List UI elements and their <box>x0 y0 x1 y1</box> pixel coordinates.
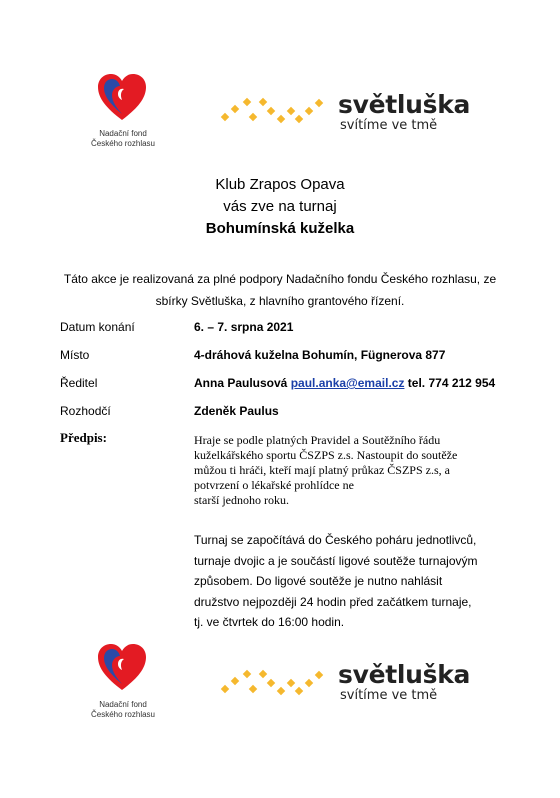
date-label: Datum konání <box>60 320 135 334</box>
fireflies-logo-icon <box>218 668 328 696</box>
referee-value: Zdeněk Paulus <box>194 404 279 418</box>
fond-text-line1: Nadační fond <box>99 700 147 709</box>
fond-text-line2: Českého rozhlasu <box>90 710 156 719</box>
intro-line-1: Táto akce je realizovaná za plné podpory Nadačního fondu Českého rozhlasu, ze <box>63 272 497 286</box>
note-line: způsobem. Do ligové soutěže je nutno nahlásit <box>194 574 443 588</box>
brand-name: světluška <box>338 660 471 689</box>
rules-line: Hraje se podle platných Pravidel a Soutěžního řádu <box>194 433 441 447</box>
rules-line: kuželkářského sportu ČSZPS z.s. Nastoupit do soutěže <box>194 448 458 462</box>
title-line-1: Klub Zrapos Opava <box>215 176 345 193</box>
rules-line: potvrzení o lékařské prohlídce ne <box>194 478 354 492</box>
director-row <box>194 376 495 390</box>
note-line: tj. ve čtvrtek do 16:00 hodin. <box>194 615 345 629</box>
heart-logo-icon <box>96 72 148 124</box>
date-value: 6. – 7. srpna 2021 <box>194 320 294 334</box>
rules-label: Předpis: <box>60 430 107 445</box>
brand-name: světluška <box>338 90 471 119</box>
rules-text <box>194 433 514 508</box>
rules-line: můžou ti hráči, kteří mají platný průkaz ČSZPS z.s, a <box>194 463 450 477</box>
fond-text-line2: Českého rozhlasu <box>90 139 156 148</box>
place-label: Místo <box>60 348 90 362</box>
note-line: Turnaj se započítává do Českého poháru jednotlivců, <box>194 533 477 547</box>
brand-tagline: svítíme ve tmě <box>340 688 438 703</box>
fireflies-logo-icon <box>218 96 328 124</box>
place-value: 4-dráhová kuželna Bohumín, Fügnerova 877 <box>194 348 446 362</box>
intro-line-2: sbírky Světluška, z hlavního grantového řízení. <box>155 294 405 308</box>
title-line-2: vás zve na turnaj <box>223 198 337 215</box>
director-phone: tel. 774 212 954 <box>407 376 496 390</box>
referee-label: Rozhodčí <box>60 404 111 418</box>
title-line-3: Bohumínská kuželka <box>205 220 355 237</box>
rules-line: starší jednoho roku. <box>194 493 289 507</box>
director-email-link[interactable]: paul.anka@email.cz <box>290 376 405 390</box>
director-name: Anna Paulusová <box>194 376 288 390</box>
director-label: Ředitel <box>60 376 98 390</box>
brand-tagline: svítíme ve tmě <box>340 118 438 133</box>
fond-text-line1: Nadační fond <box>99 129 147 138</box>
note-line: turnaje dvojic a je součástí ligové soutěže turnajovým <box>194 553 478 568</box>
note-line: družstvo nejpozději 24 hodin před začátkem turnaje, <box>194 594 472 609</box>
tournament-note <box>194 530 514 633</box>
heart-logo-icon <box>96 642 148 694</box>
